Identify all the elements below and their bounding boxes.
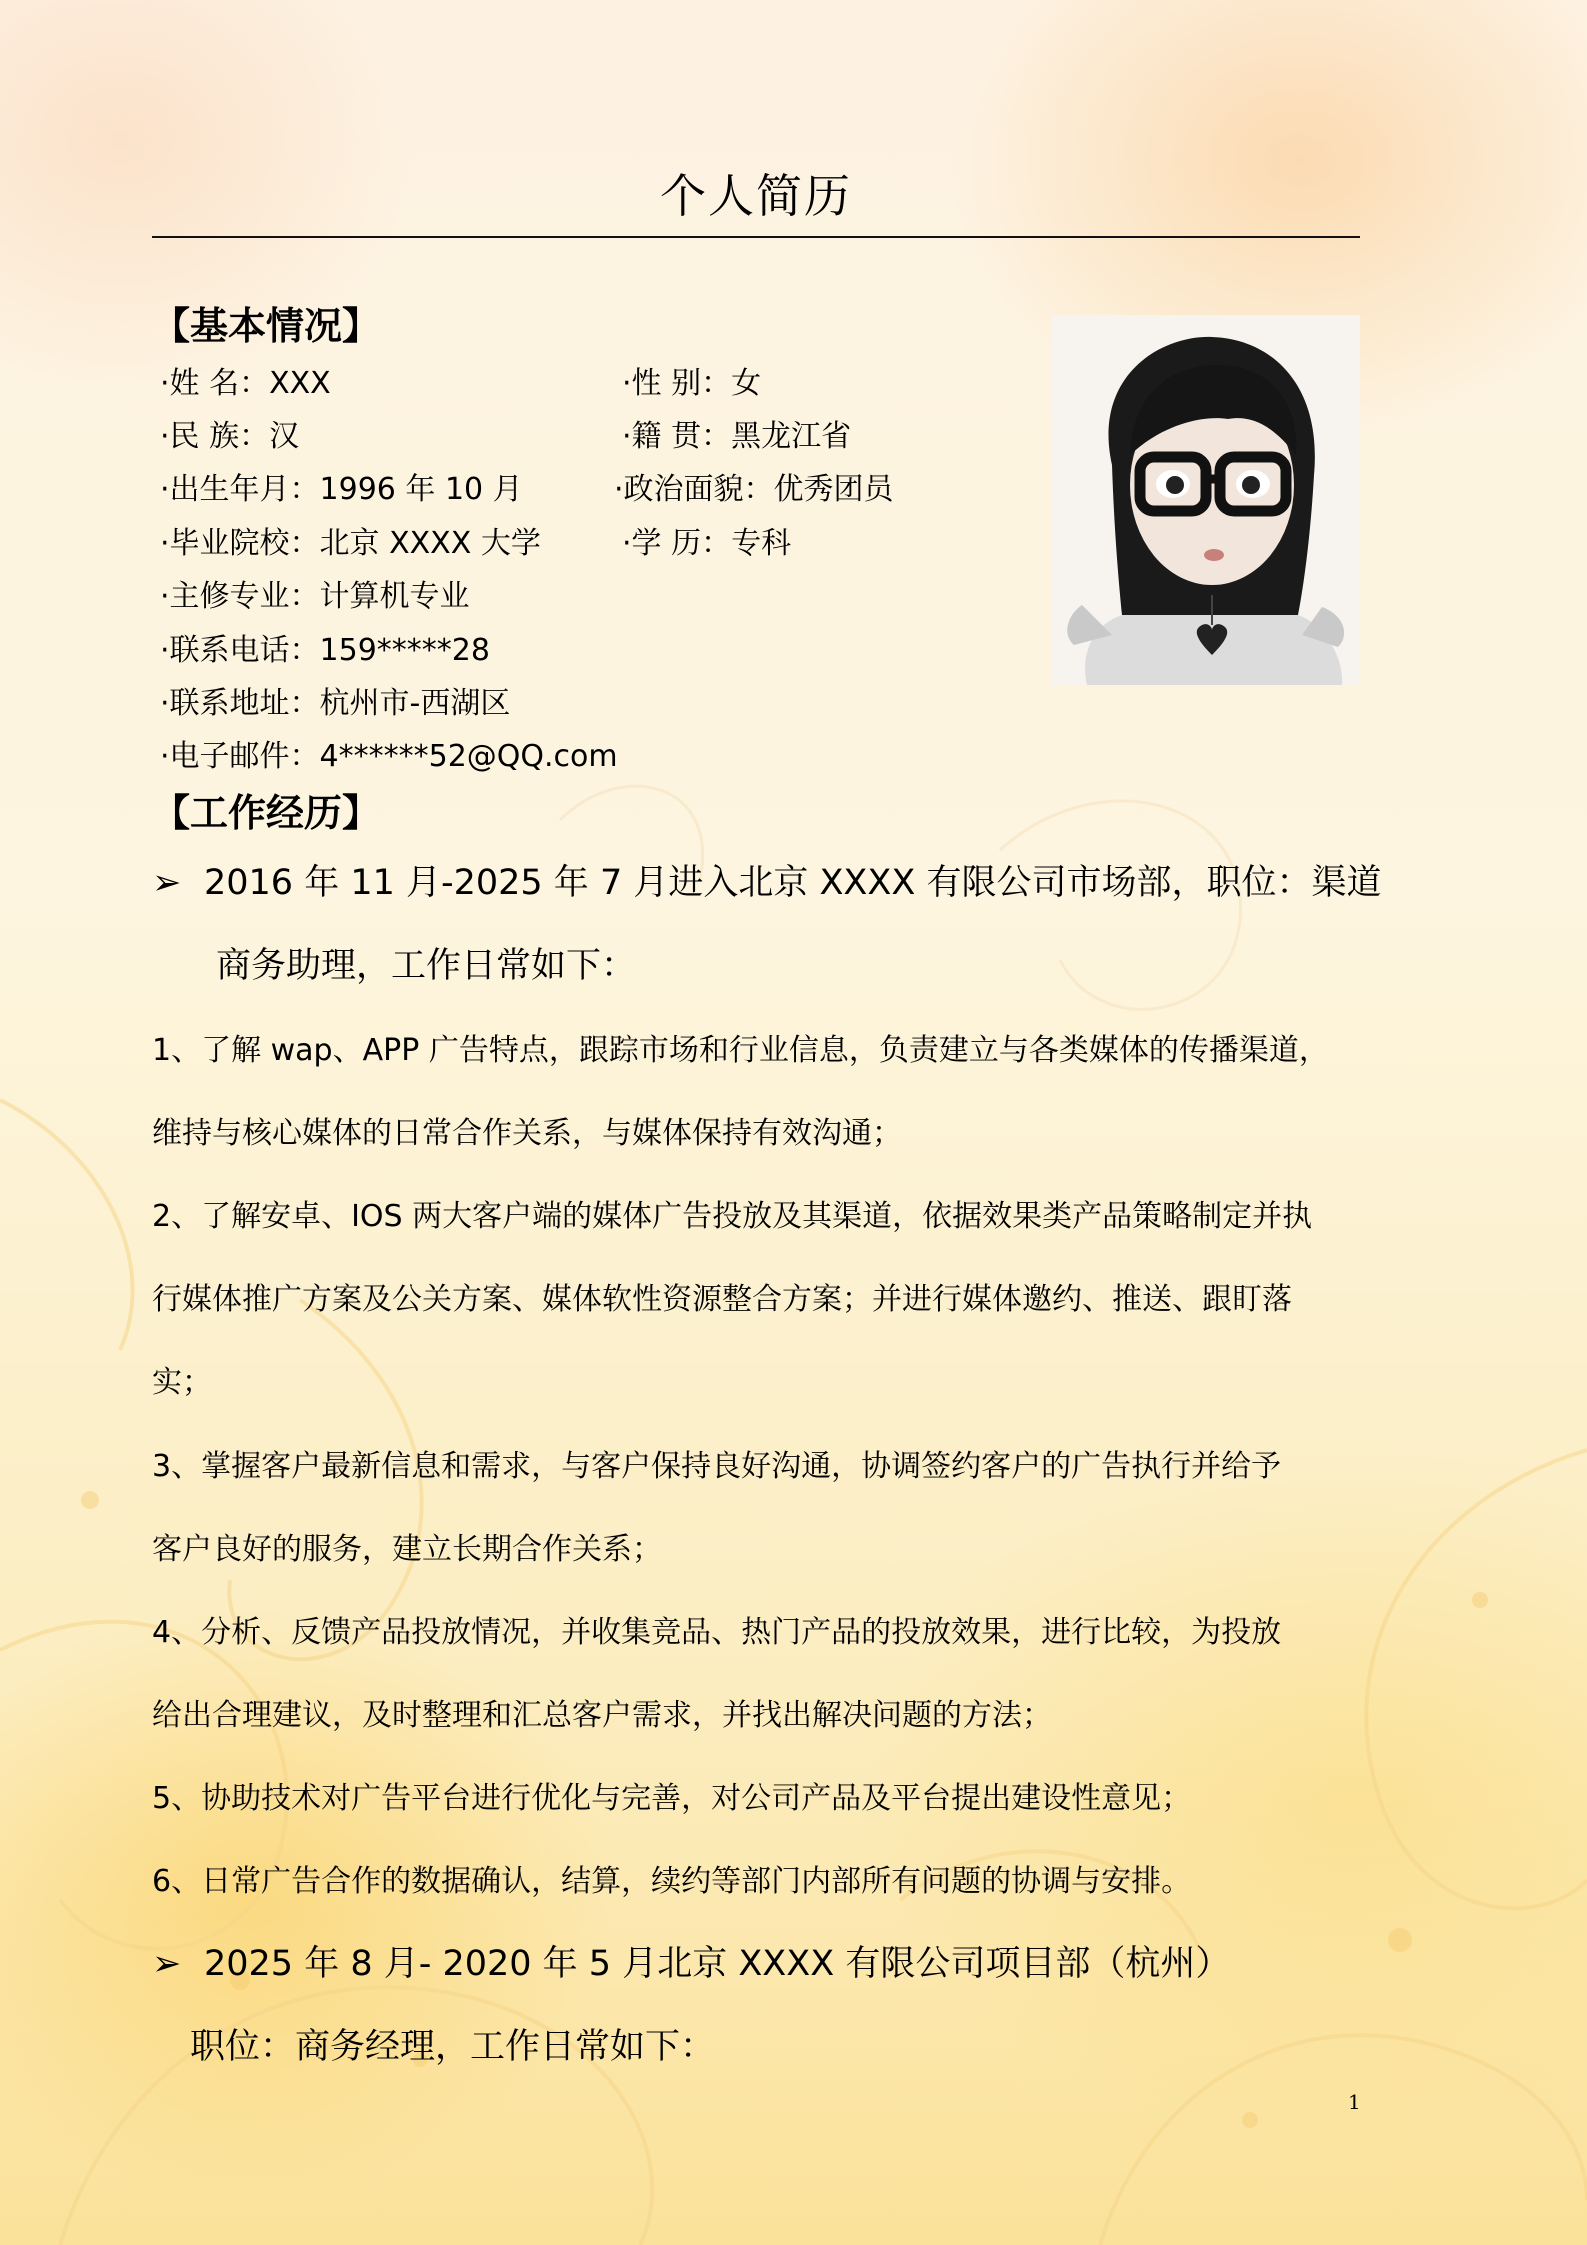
job2-subtitle: 职位：商务经理，工作日常如下： <box>190 2027 716 2067</box>
job2-title-line <box>152 1936 1230 1986</box>
section-heading-basic-info: 【基本情况】 <box>152 304 381 348</box>
job1-duty-line: 6、日常广告合作的数据确认，结算，续约等部门内部所有问题的协调与安排。 <box>152 1864 1192 1899</box>
job1-title-line <box>152 855 1382 905</box>
field-major: ·主修专业：计算机专业 <box>160 579 470 614</box>
field-ethnicity: ·民 族：汉 <box>160 419 300 454</box>
field-education: ·学 历：专科 <box>622 526 792 561</box>
job1-duty-line: 1、了解 wap、APP 广告特点，跟踪市场和行业信息，负责建立与各类媒体的传播渠道， <box>152 1033 1329 1068</box>
job1-duty-line: 5、协助技术对广告平台进行优化与完善，对公司产品及平台提出建设性意见； <box>152 1781 1192 1816</box>
job1-duty-line: 实； <box>152 1365 212 1400</box>
page-title: 个人简历 <box>660 169 852 223</box>
arrow-bullet-icon: ➢ <box>152 1944 182 1984</box>
job1-duty-line: 4、分析、反馈产品投放情况，并收集竞品、热门产品的投放效果，进行比较，为投放 <box>152 1615 1282 1650</box>
job1-duty-line: 客户良好的服务，建立长期合作关系； <box>152 1532 662 1567</box>
job2-title: 2025 年 8 月- 2020 年 5 月北京 XXXX 有限公司项目部（杭州） <box>204 1944 1231 1984</box>
field-email: ·电子邮件：4******52@QQ.com <box>160 739 618 774</box>
job1-duty-line: 维持与核心媒体的日常合作关系，与媒体保持有效沟通； <box>152 1116 902 1151</box>
field-graduate-school: ·毕业院校：北京 XXXX 大学 <box>160 526 541 561</box>
field-phone: ·联系电话：159*****28 <box>160 633 490 668</box>
field-birth-date: ·出生年月：1996 年 10 月 <box>160 472 523 507</box>
job1-duty-line: 给出合理建议，及时整理和汇总客户需求，并找出解决问题的方法； <box>152 1698 1052 1733</box>
field-political-status: ·政治面貌：优秀团员 <box>614 472 894 507</box>
job1-duty-line: 行媒体推广方案及公关方案、媒体软性资源整合方案；并进行媒体邀约、推送、跟盯落 <box>152 1282 1292 1317</box>
job1-duty-line: 3、掌握客户最新信息和需求，与客户保持良好沟通，协调签约客户的广告执行并给予 <box>152 1449 1282 1484</box>
field-name: ·姓 名：XXX <box>160 366 331 401</box>
section-heading-work-experience: 【工作经历】 <box>152 791 381 835</box>
job1-duty-line: 2、了解安卓、IOS 两大客户端的媒体广告投放及其渠道，依据效果类产品策略制定并执 <box>152 1199 1313 1234</box>
page-number: 1 <box>1348 2090 1361 2114</box>
field-address: ·联系地址：杭州市-西湖区 <box>160 686 511 721</box>
job1-title: 2016 年 11 月-2025 年 7 月进入北京 XXXX 有限公司市场部，职位：渠道 <box>204 863 1382 903</box>
profile-photo <box>1052 315 1360 685</box>
field-gender: ·性 别：女 <box>622 366 762 401</box>
job1-subtitle: 商务助理，工作日常如下： <box>216 946 637 986</box>
title-divider <box>152 236 1360 238</box>
field-native-place: ·籍 贯：黑龙江省 <box>622 419 852 454</box>
arrow-bullet-icon: ➢ <box>152 863 182 903</box>
